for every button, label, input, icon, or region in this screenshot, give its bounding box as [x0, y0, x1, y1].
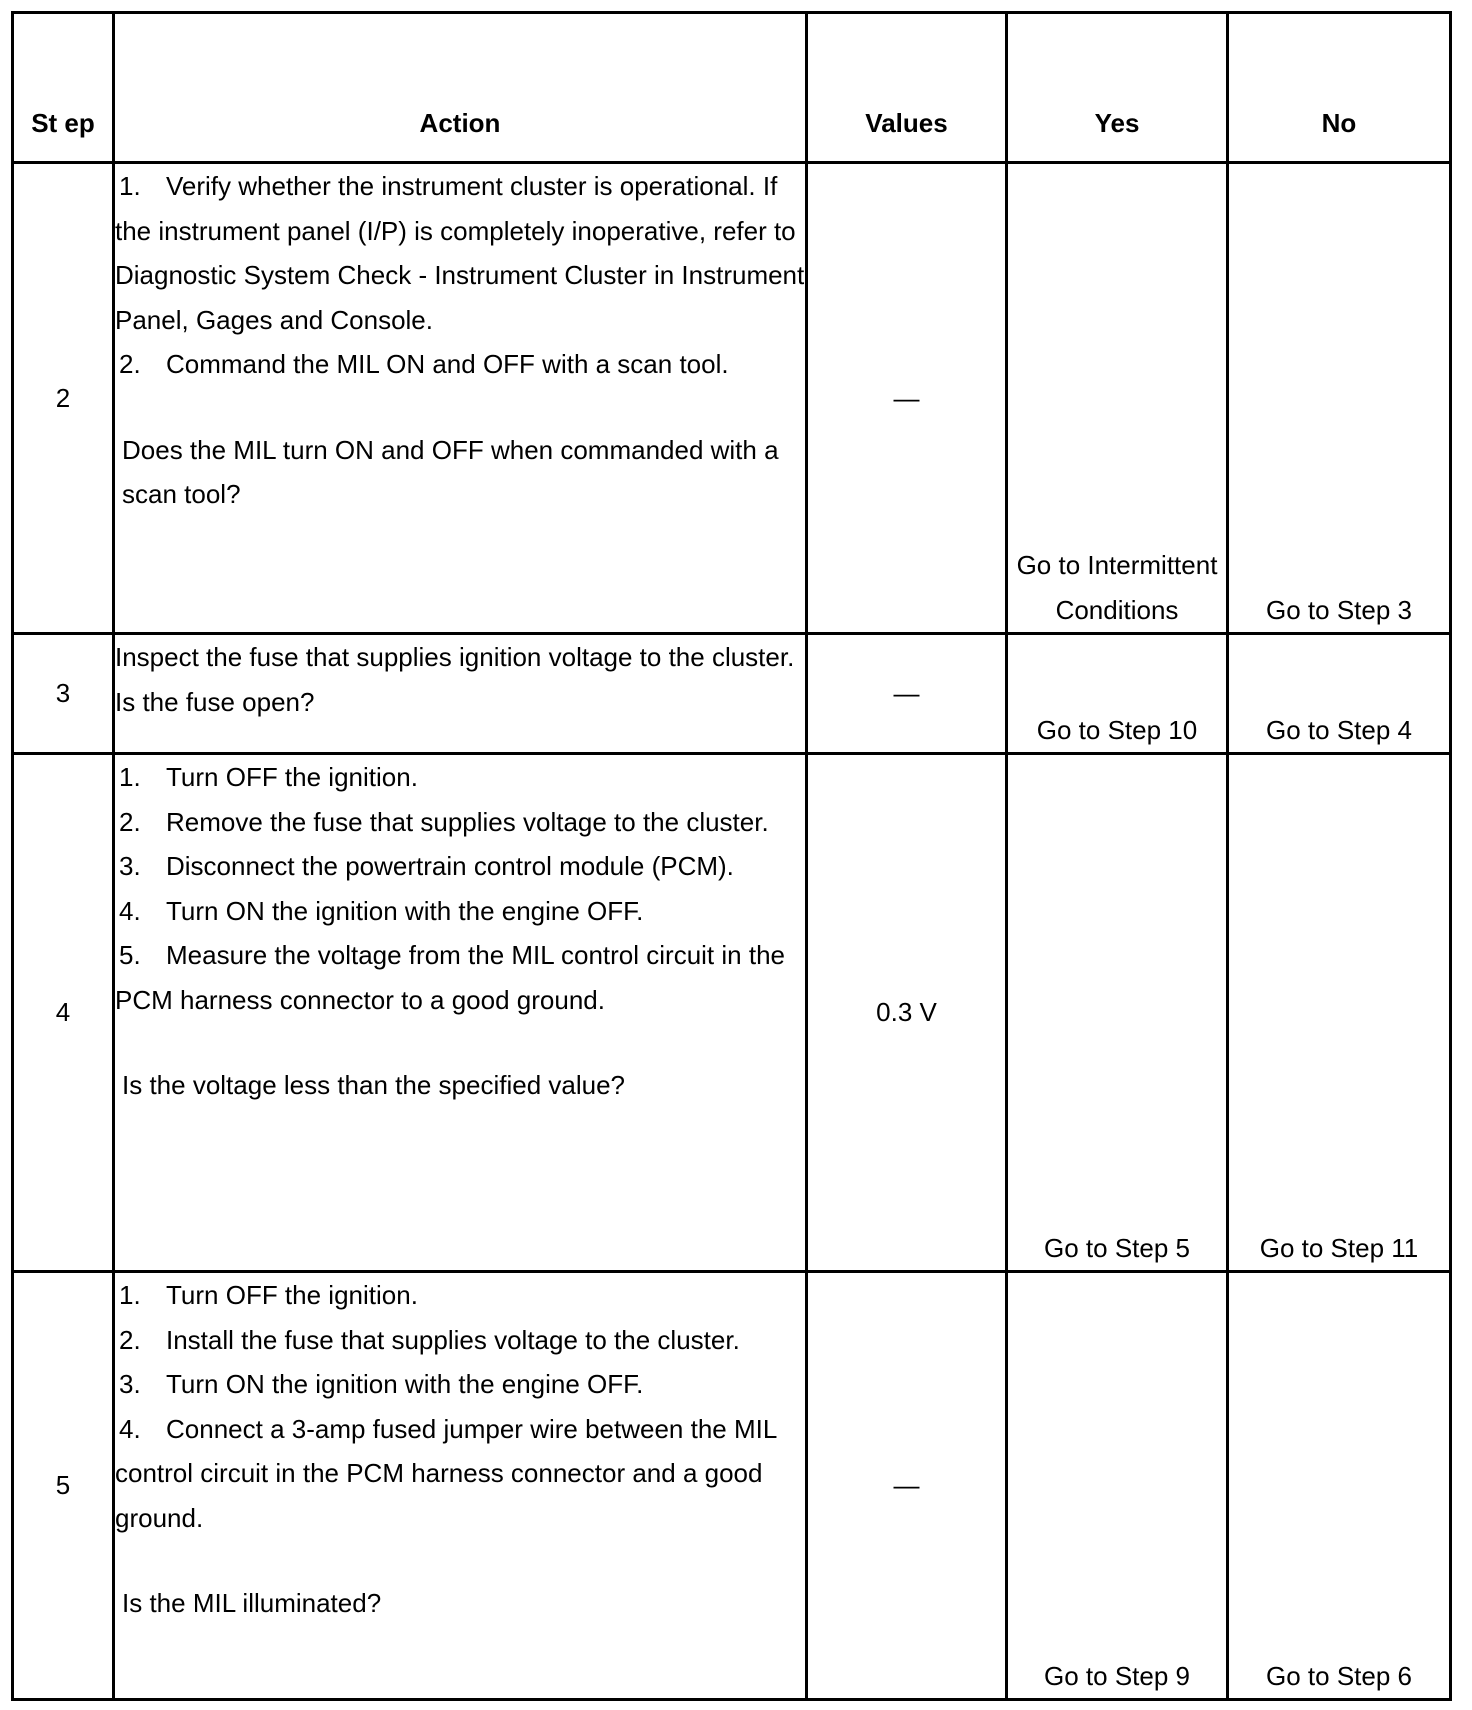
table-row [13, 634, 1451, 754]
action-question: Is the voltage less than the specified value? [122, 1070, 625, 1100]
yes-cell: Go to Intermittent Conditions [1007, 163, 1228, 634]
action-question: Is the MIL illuminated? [122, 1588, 382, 1618]
action-item: 4. Connect a 3-amp fused jumper wire between the MIL control circuit in the PCM harness connector and a good ground. [115, 1413, 777, 1533]
action-item: 2. Remove the fuse that supplies voltage to the cluster. [119, 806, 769, 837]
action-item: 4. Turn ON the ignition with the engine OFF. [119, 895, 644, 926]
header-yes: Yes [1007, 13, 1228, 163]
table-row [13, 163, 1451, 634]
header-no: No [1228, 13, 1451, 163]
action-item: 3. Turn ON the ignition with the engine OFF. [119, 1369, 644, 1399]
values-cell: — [807, 163, 1007, 634]
action-item: 3. Disconnect the powertrain control module (PCM). [119, 851, 734, 881]
action-question: Does the MIL turn ON and OFF when commanded with a scan tool? [122, 434, 779, 509]
action-cell [114, 634, 807, 754]
action-item: 2. Command the MIL ON and OFF with a scan tool. [119, 349, 729, 379]
step-number: 5 [13, 1272, 114, 1700]
action-text: Inspect the fuse that supplies ignition voltage to the cluster. Is the fuse open? [115, 642, 795, 717]
step-number: 4 [13, 754, 114, 1272]
action-item: 1. Verify whether the instrument cluster is operational. If the instrument panel (I/P) is completely inoperative, refer to Diagnostic System Check - Instrument Cluster in Instrument Panel, Gages and Console. [115, 171, 805, 335]
header-row [13, 13, 1451, 163]
yes-cell: Go to Step 9 [1007, 1272, 1228, 1700]
no-cell: Go to Step 11 [1228, 754, 1451, 1272]
table-row [13, 1272, 1451, 1700]
action-cell [114, 754, 807, 1272]
header-values: Values [807, 13, 1007, 163]
header-action: Action [114, 13, 807, 163]
no-cell: Go to Step 6 [1228, 1272, 1451, 1700]
action-item: 1. Turn OFF the ignition. [119, 762, 418, 792]
diagnostic-table [11, 11, 1452, 1701]
step-number: 2 [13, 163, 114, 634]
no-cell: Go to Step 4 [1228, 634, 1451, 754]
action-item: 1. Turn OFF the ignition. [119, 1280, 418, 1310]
step-number: 3 [13, 634, 114, 754]
values-cell: — [807, 1272, 1007, 1700]
values-cell: — [807, 634, 1007, 754]
yes-cell: Go to Step 5 [1007, 754, 1228, 1272]
action-item: 5. Measure the voltage from the MIL control circuit in the PCM harness connector to a good ground. [115, 940, 785, 1015]
yes-cell: Go to Step 10 [1007, 634, 1228, 754]
table-row [13, 754, 1451, 1272]
action-cell [114, 1272, 807, 1700]
header-step: St ep [13, 13, 114, 163]
action-cell [114, 163, 807, 634]
no-cell: Go to Step 3 [1228, 163, 1451, 634]
action-item: 2. Install the fuse that supplies voltage to the cluster. [119, 1324, 740, 1355]
values-cell: 0.3 V [807, 754, 1007, 1272]
